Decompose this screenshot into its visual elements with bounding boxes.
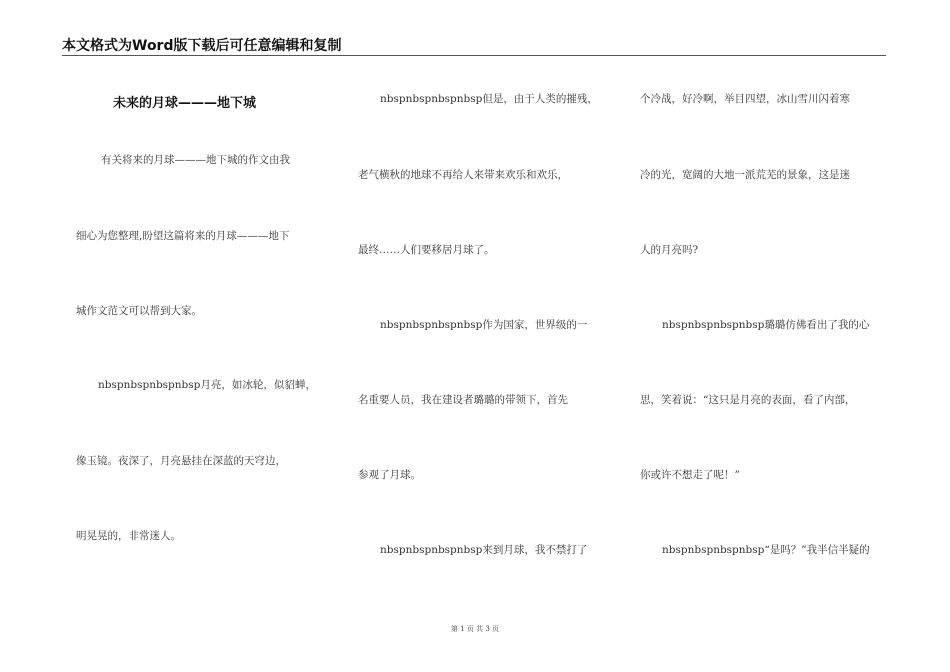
paragraph-line: 名重要人员，我在建设者璐璐的带领下，首先 bbox=[358, 394, 568, 406]
header-title: 本文格式为Word版下载后可任意编辑和复制 bbox=[62, 38, 342, 54]
page-number: 第 1 页 共 3 页 bbox=[450, 625, 500, 633]
paragraph-line: 最终……人们要移居月球了。 bbox=[358, 244, 495, 256]
paragraph-line: 老气横秋的地球不再给人来带来欢乐和欢乐， bbox=[358, 169, 568, 181]
paragraph-line: 思，笑着说：“这只是月亮的表面，看了内部， bbox=[640, 394, 856, 406]
paragraph-line: nbspnbspnbspnbsp璐璐仿佛看出了我的心 bbox=[662, 319, 870, 331]
paragraph-line: nbspnbspnbspnbsp但是，由于人类的摧残， bbox=[380, 93, 598, 105]
paragraph-line: nbspnbspnbspnbsp来到月球，我不禁打了 bbox=[380, 544, 588, 556]
page-header bbox=[62, 33, 886, 56]
paragraph-line: nbspnbspnbspnbsp“是吗？”我半信半疑的 bbox=[662, 544, 870, 556]
paragraph-line: 像玉镜。夜深了，月亮悬挂在深蓝的天穹边， bbox=[76, 455, 286, 467]
paragraph-line: 明晃晃的，非常迷人。 bbox=[76, 530, 181, 542]
paragraph-line: 有关将来的月球———地下城的作文由我 bbox=[101, 154, 290, 166]
paragraph-line: nbspnbspnbspnbsp月亮，如冰轮，似貂蝉， bbox=[98, 379, 316, 391]
paragraph-line: 个冷战，好冷啊，举目四望，冰山雪川闪着寒 bbox=[640, 93, 850, 105]
paragraph-line: 人的月亮吗? bbox=[640, 244, 699, 256]
paragraph-line: 城作文范文可以帮到大家。 bbox=[76, 305, 202, 317]
paragraph-line: 冷的光，宽阔的大地一派荒芜的景象，这是迷 bbox=[640, 169, 850, 181]
paragraph-line: 细心为您整理,盼望这篇将来的月球———地下 bbox=[76, 230, 290, 242]
paragraph-line: 你或许不想走了呢！” bbox=[640, 469, 740, 481]
paragraph-line: nbspnbspnbspnbsp作为国家，世界级的一 bbox=[380, 319, 588, 331]
document-title: 未来的月球———地下城 bbox=[113, 96, 257, 111]
paragraph-line: 参观了月球。 bbox=[358, 469, 421, 481]
